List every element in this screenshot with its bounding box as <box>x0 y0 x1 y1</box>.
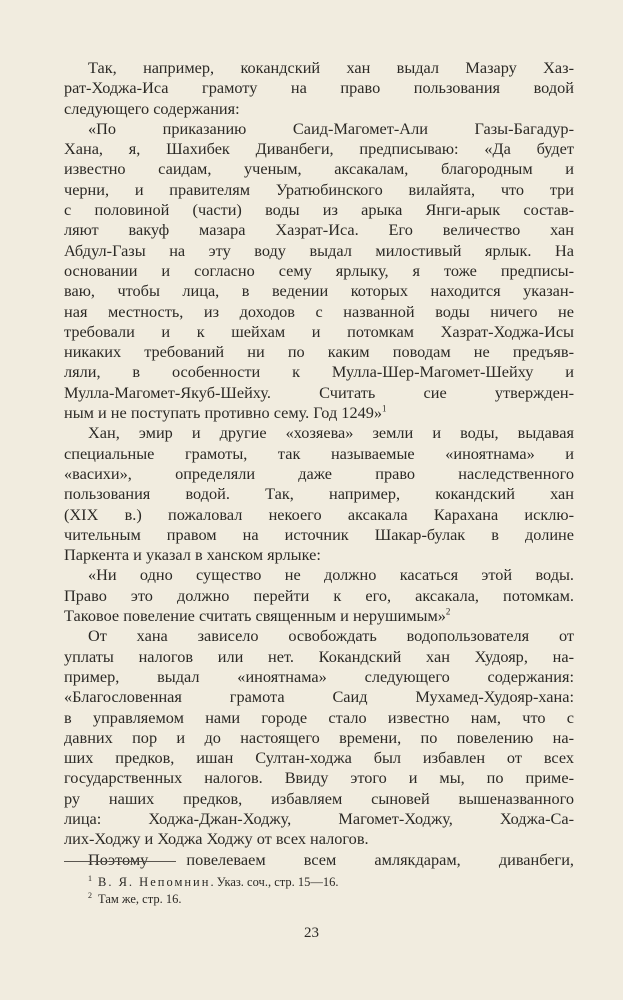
text-line-content: специальные грамоты, так называемые «иноятнама» и <box>64 443 574 463</box>
text-line <box>64 464 574 484</box>
footnote-text: . Указ. соч., стр. 15—16. <box>210 875 339 889</box>
text-line <box>64 626 574 646</box>
text-line <box>64 119 574 139</box>
text-line-content: следующего содержания: <box>64 98 240 118</box>
text-line-content: Так, например, кокандский хан выдал Мазару Хаз- <box>88 58 574 77</box>
text-line-content: Хана, я, Шахибек Диванбеги, предписываю: «Да будет <box>64 139 574 159</box>
footnote-separator <box>64 861 176 862</box>
text-line <box>64 302 574 322</box>
footnote-number: 2 <box>88 890 92 900</box>
footnote-text: Там же, стр. 16. <box>98 892 182 906</box>
footnote-author: В. Я. Непомнин <box>98 875 211 889</box>
text-line-content: ная местность, из доходов с названной воды ничего не <box>64 301 574 321</box>
text-line <box>64 342 574 362</box>
text-line-content: чительным правом на источник Шакар-булак в долине <box>64 524 574 544</box>
text-line <box>64 647 574 667</box>
text-line-content: Паркента и указал в ханском ярлыке: <box>64 545 321 565</box>
text-line-content: ным и не поступать противно сему. Год 1249» <box>64 403 383 423</box>
text-line <box>64 525 574 545</box>
text-line <box>64 362 574 382</box>
text-line-content: рат-Ходжа-Иса грамоту на право пользования водой <box>64 78 574 98</box>
text-line-content: в управляемом нами городе стало известно нам, что с <box>64 707 574 727</box>
text-line <box>64 545 574 565</box>
text-line-content: (XIX в.) пожаловал некоего аксакала Карахана исклю- <box>64 504 574 524</box>
text-line <box>64 444 574 464</box>
text-line-content: Поэтому повелеваем всем амлякдарам, диванбеги, <box>88 849 574 869</box>
text-line <box>64 565 574 585</box>
text-line <box>64 241 574 261</box>
text-line-content: никаких требований ни по каким поводам не предъяв- <box>64 342 574 362</box>
text-line <box>64 58 574 78</box>
footnotes <box>88 874 558 908</box>
text-line-content: государственных налогов. Ввиду этого и мы, по приме- <box>64 768 574 788</box>
text-line <box>64 78 574 98</box>
text-line <box>64 667 574 687</box>
text-line-content: «По приказанию Саид-Магомет-Али Газы-Багадур- <box>88 118 574 138</box>
text-line-content: ляли, в особенности к Мулла-Шер-Магомет-Шейху и <box>64 362 574 382</box>
text-line <box>64 99 574 119</box>
text-line <box>64 809 574 829</box>
text-line <box>64 789 574 809</box>
text-line <box>64 687 574 707</box>
text-line <box>64 606 574 626</box>
footnote <box>88 891 558 908</box>
footnote-number: 1 <box>88 873 92 883</box>
text-line-content: основании и согласно сему ярлыку, я тоже предписы- <box>64 260 574 280</box>
text-line <box>64 505 574 525</box>
page-number: 23 <box>304 925 319 941</box>
footnote-marker: 2 <box>445 606 451 617</box>
text-line-content: Право это должно перейти к его, аксакала, потомкам. <box>64 585 574 605</box>
text-line <box>64 383 574 403</box>
text-line <box>64 708 574 728</box>
text-line <box>64 139 574 159</box>
text-line <box>64 403 574 423</box>
text-line-content: Таковое повеление считать священным и нерушимым» <box>64 606 446 626</box>
text-line <box>64 180 574 200</box>
text-line-content: ляют вакуф мазара Хазрат-Иса. Его величество хан <box>64 220 574 240</box>
text-line-content: «Благословенная грамота Саид Мухамед-Худояр-хана: <box>64 687 574 707</box>
text-line-content: ру наших предков, избавляем сыновей вышеназванного <box>64 788 574 808</box>
text-line <box>64 220 574 240</box>
text-line <box>64 728 574 748</box>
text-line-content: От хана зависело освобождать водопользователя от <box>88 626 574 646</box>
text-line-content: ваю, чтобы лица, в ведении которых находится указан- <box>64 281 574 301</box>
text-line <box>64 261 574 281</box>
text-line <box>64 322 574 342</box>
text-line <box>64 748 574 768</box>
text-line-content: давних пор и до настоящего времени, по повелению на- <box>64 727 574 747</box>
text-line <box>64 850 574 870</box>
text-line-content: с половиной (части) воды из арыка Янги-арык состав- <box>64 200 574 220</box>
text-line <box>64 768 574 788</box>
text-line-content: Мулла-Магомет-Якуб-Шейху. Считать сие утвержден- <box>64 382 574 402</box>
text-line <box>64 159 574 179</box>
text-line-content: «васихи», определяли даже право наследственного <box>64 463 574 483</box>
text-line-content: лих-Ходжу и Ходжа Ходжу от всех налогов. <box>64 829 369 849</box>
footnote <box>88 874 558 891</box>
text-line <box>64 423 574 443</box>
text-line <box>64 281 574 301</box>
text-line-content: пример, выдал «иноятнама» следующего содержания: <box>64 666 574 686</box>
text-line-content: пользования водой. Так, например, кокандский хан <box>64 484 574 504</box>
text-line-content: уплаты налогов или нет. Кокандский хан Худояр, на- <box>64 646 574 666</box>
text-line-content: Абдул-Газы на эту воду выдал милостивый ярлык. На <box>64 240 574 260</box>
text-line-content: черни, и правителям Уратюбинского вилайята, что три <box>64 179 574 199</box>
text-line <box>64 484 574 504</box>
text-line-content: известно саидам, ученым, аксакалам, благородным и <box>64 159 574 179</box>
footnote-marker: 1 <box>382 403 387 414</box>
text-line-content: ших предков, ишан Султан-ходжа был избавлен от всех <box>64 748 574 768</box>
text-line <box>64 586 574 606</box>
text-line <box>64 200 574 220</box>
text-line-content: лица: Ходжа-Джан-Ходжу, Магомет-Ходжу, Ходжа-Са- <box>64 808 574 828</box>
body-text <box>64 58 574 870</box>
text-line <box>64 829 574 849</box>
text-line-content: «Ни одно существо не должно касаться этой воды. <box>88 565 574 585</box>
text-line-content: Хан, эмир и другие «хозяева» земли и воды, выдавая <box>88 423 574 443</box>
text-line-content: требовали и к шейхам и потомкам Хазрат-Ходжа-Исы <box>64 321 574 341</box>
